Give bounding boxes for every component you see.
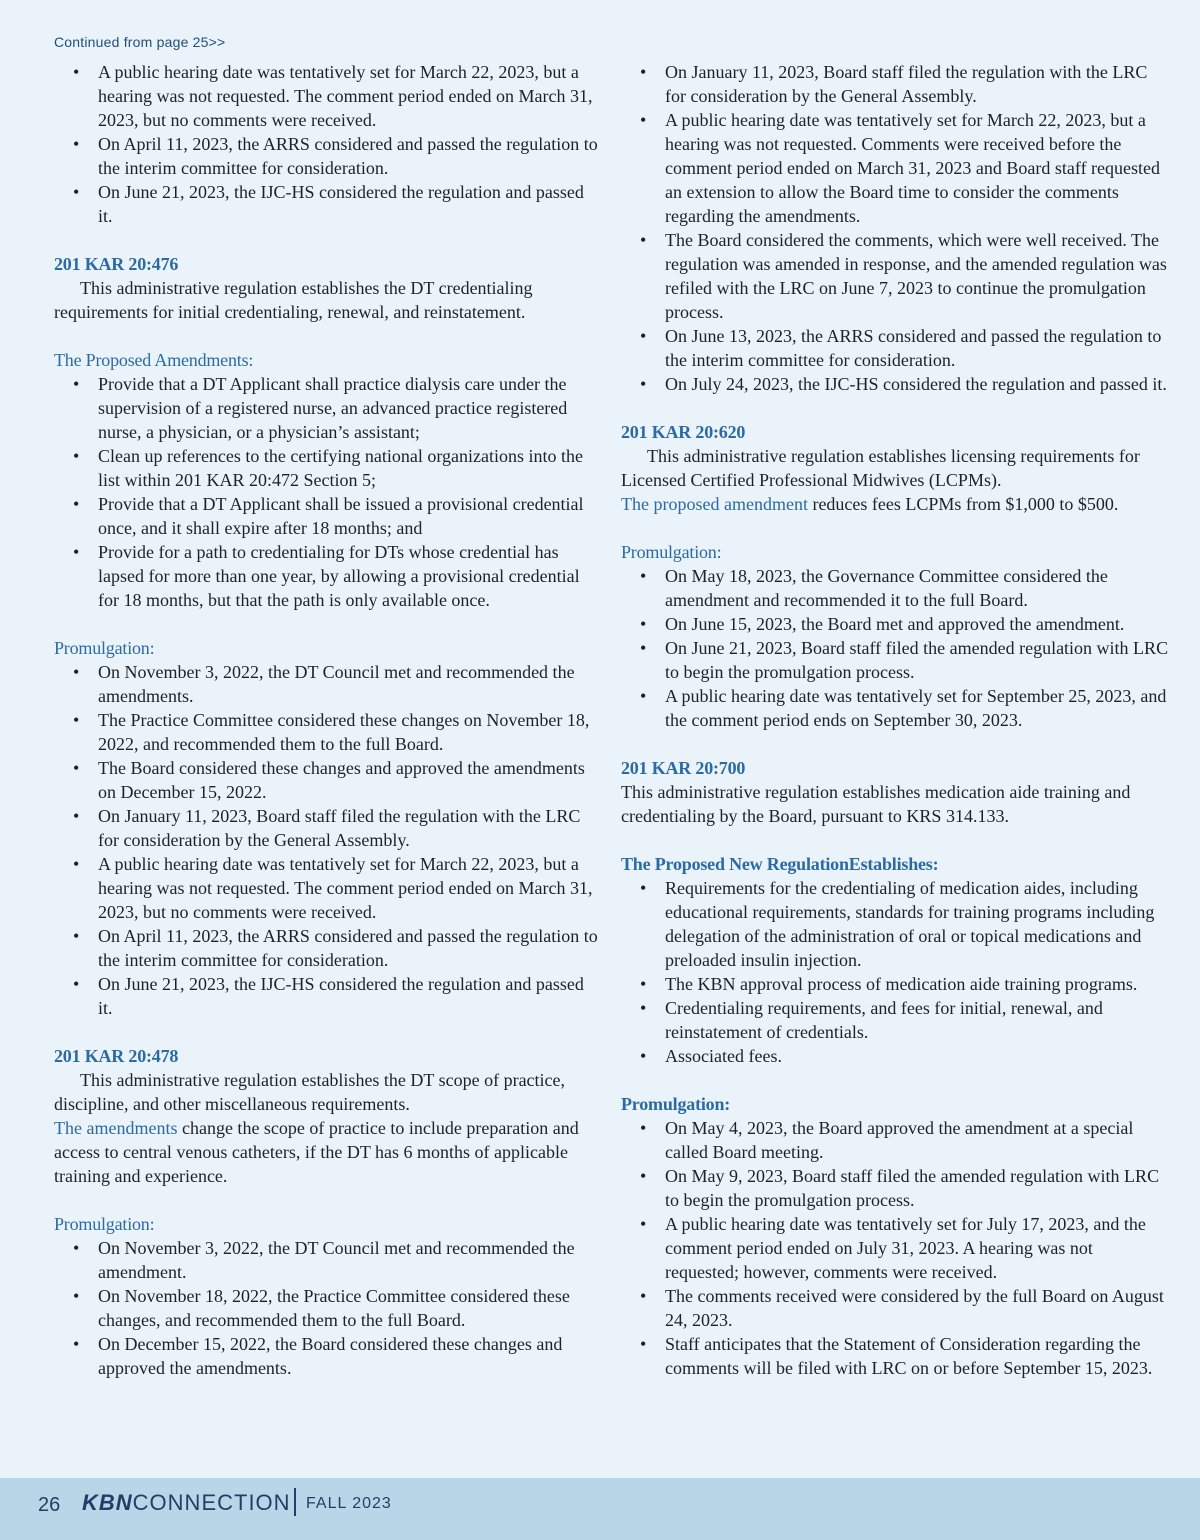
list-item: • On May 4, 2023, the Board approved the amendment at a special called Board meeting. bbox=[621, 1116, 1169, 1164]
list-item: • On May 18, 2023, the Governance Committee considered the amendment and recommended it to the full Board. bbox=[621, 564, 1169, 612]
amendments-heading-476: The Proposed Amendments: bbox=[54, 350, 254, 370]
list-item: • On April 11, 2023, the ARRS considered and passed the regulation to the interim committee for consideration. bbox=[54, 924, 602, 972]
promulgation-list-476 bbox=[54, 660, 602, 1020]
list-item: • A public hearing date was tentatively set for March 22, 2023, but a hearing was not requested. Comments were received before the comment period ended on March 31, 2023 and Board staff requested an extension to allow the Board time to consider the comments regarding the amendments. bbox=[621, 108, 1169, 228]
promulgation-heading-476: Promulgation: bbox=[54, 638, 155, 658]
list-item: • Requirements for the credentialing of medication aides, including educational requirements, standards for training programs including delegation of the administration of oral or topical medications and preloaded insulin injection. bbox=[621, 876, 1169, 972]
list-item: • Provide for a path to credentialing for DTs whose credential has lapsed for more than one year, by allowing a provisional credential for 18 months, but that the path is only available once. bbox=[54, 540, 602, 612]
list-item: • On June 21, 2023, the IJC-HS considered the regulation and passed it. bbox=[54, 180, 602, 228]
right-column bbox=[621, 60, 1169, 1380]
list-item: • A public hearing date was tentatively set for March 22, 2023, but a hearing was not requested. The comment period ended on March 31, 2023, but no comments were received. bbox=[54, 60, 602, 132]
list-item: • On June 21, 2023, the IJC-HS considered the regulation and passed it. bbox=[54, 972, 602, 1020]
amendment-lead-620: The proposed amendment bbox=[621, 494, 808, 514]
brand-bold: KBN bbox=[82, 1490, 133, 1515]
section-heading-700: 201 KAR 20:700 bbox=[621, 758, 746, 778]
list-item: • Credentialing requirements, and fees for initial, renewal, and reinstatement of credentials. bbox=[621, 996, 1169, 1044]
section-heading-476: 201 KAR 20:476 bbox=[54, 254, 179, 274]
list-item: • On December 15, 2022, the Board considered these changes and approved the amendments. bbox=[54, 1332, 602, 1380]
list-item: • On November 3, 2022, the DT Council met and recommended the amendments. bbox=[54, 660, 602, 708]
list-item: • A public hearing date was tentatively set for July 17, 2023, and the comment period ended on July 31, 2023. A hearing was not requested; however, comments were received. bbox=[621, 1212, 1169, 1284]
promulgation-heading-700: Promulgation: bbox=[621, 1094, 731, 1114]
promulgation-list-700 bbox=[621, 1116, 1169, 1380]
promulgation-list-620 bbox=[621, 564, 1169, 732]
left-intro-list bbox=[54, 60, 602, 228]
page-footer bbox=[0, 1478, 1200, 1540]
list-item: • Associated fees. bbox=[621, 1044, 1169, 1068]
amendments-list-476 bbox=[54, 372, 602, 612]
list-item: • On July 24, 2023, the IJC-HS considered the regulation and passed it. bbox=[621, 372, 1169, 396]
page-number: 26 bbox=[38, 1494, 61, 1516]
list-item: • On January 11, 2023, Board staff filed the regulation with the LRC for consideration by the General Assembly. bbox=[54, 804, 602, 852]
amendment-text-478: change the scope of practice to include preparation and access to central venous catheters, if the DT has 6 months of applicable training and experience. bbox=[54, 1118, 579, 1186]
list-item: • On May 9, 2023, Board staff filed the amended regulation with LRC to begin the promulgation process. bbox=[621, 1164, 1169, 1212]
promulgation-list-478 bbox=[54, 1236, 602, 1380]
list-item: • Staff anticipates that the Statement of Consideration regarding the comments will be filed with LRC on or before September 15, 2023. bbox=[621, 1332, 1169, 1380]
amendment-summary-478 bbox=[54, 1116, 602, 1188]
new-regulation-heading-700: The Proposed New RegulationEstablishes: bbox=[621, 854, 939, 874]
section-description-620: This administrative regulation establishes licensing requirements for Licensed Certified Professional Midwives (LCPMs). bbox=[621, 446, 1140, 490]
brand-rest: CONNECTION bbox=[132, 1490, 291, 1515]
issue-season: FALL 2023 bbox=[306, 1495, 392, 1512]
list-item: • Provide that a DT Applicant shall be issued a provisional credential once, and it shall expire after 18 months; and bbox=[54, 492, 602, 540]
list-item: • On June 13, 2023, the ARRS considered and passed the regulation to the interim committee for consideration. bbox=[621, 324, 1169, 372]
list-item: • The Practice Committee considered these changes on November 18, 2022, and recommended them to the full Board. bbox=[54, 708, 602, 756]
right-intro-list bbox=[621, 60, 1169, 396]
section-description-700: This administrative regulation establishes medication aide training and credentialing by the Board, pursuant to KRS 314.133. bbox=[621, 782, 1131, 826]
list-item: • On November 3, 2022, the DT Council met and recommended the amendment. bbox=[54, 1236, 602, 1284]
list-item: • The comments received were considered by the full Board on August 24, 2023. bbox=[621, 1284, 1169, 1332]
publication-brand bbox=[82, 1490, 291, 1516]
list-item: • A public hearing date was tentatively set for September 25, 2023, and the comment period ends on September 30, 2023. bbox=[621, 684, 1169, 732]
amendment-text-620: reduces fees LCPMs from $1,000 to $500. bbox=[807, 494, 1119, 514]
list-item: • The Board considered these changes and approved the amendments on December 15, 2022. bbox=[54, 756, 602, 804]
list-item: • On April 11, 2023, the ARRS considered and passed the regulation to the interim committee for consideration. bbox=[54, 132, 602, 180]
section-description-478: This administrative regulation establishes the DT scope of practice, discipline, and other miscellaneous requirements. bbox=[54, 1070, 566, 1114]
establishes-list-700 bbox=[621, 876, 1169, 1068]
section-heading-620: 201 KAR 20:620 bbox=[621, 422, 746, 442]
list-item: • A public hearing date was tentatively set for March 22, 2023, but a hearing was not requested. The comment period ended on March 31, 2023, but no comments were received. bbox=[54, 852, 602, 924]
section-description-476: This administrative regulation establishes the DT credentialing requirements for initial credentialing, renewal, and reinstatement. bbox=[54, 278, 533, 322]
list-item: • Provide that a DT Applicant shall practice dialysis care under the supervision of a registered nurse, an advanced practice registered nurse, a physician, or a physician’s assistant; bbox=[54, 372, 602, 444]
list-item: • On June 15, 2023, the Board met and approved the amendment. bbox=[621, 612, 1169, 636]
list-item: • Clean up references to the certifying national organizations into the list within 201 KAR 20:472 Section 5; bbox=[54, 444, 602, 492]
amendment-lead-478: The amendments bbox=[54, 1118, 178, 1138]
left-column bbox=[54, 60, 602, 1380]
list-item: • The Board considered the comments, which were well received. The regulation was amended in response, and the amended regulation was refiled with the LRC on June 7, 2023 to continue the promulgation process. bbox=[621, 228, 1169, 324]
continued-note: Continued from page 25>> bbox=[54, 34, 226, 50]
list-item: • The KBN approval process of medication aide training programs. bbox=[621, 972, 1169, 996]
footer-divider bbox=[294, 1488, 296, 1516]
list-item: • On January 11, 2023, Board staff filed the regulation with the LRC for consideration by the General Assembly. bbox=[621, 60, 1169, 108]
promulgation-heading-478: Promulgation: bbox=[54, 1214, 155, 1234]
list-item: • On November 18, 2022, the Practice Committee considered these changes, and recommended them to the full Board. bbox=[54, 1284, 602, 1332]
promulgation-heading-620: Promulgation: bbox=[621, 542, 722, 562]
list-item: • On June 21, 2023, Board staff filed the amended regulation with LRC to begin the promulgation process. bbox=[621, 636, 1169, 684]
amendment-summary-620 bbox=[621, 492, 1169, 516]
section-heading-478: 201 KAR 20:478 bbox=[54, 1046, 179, 1066]
